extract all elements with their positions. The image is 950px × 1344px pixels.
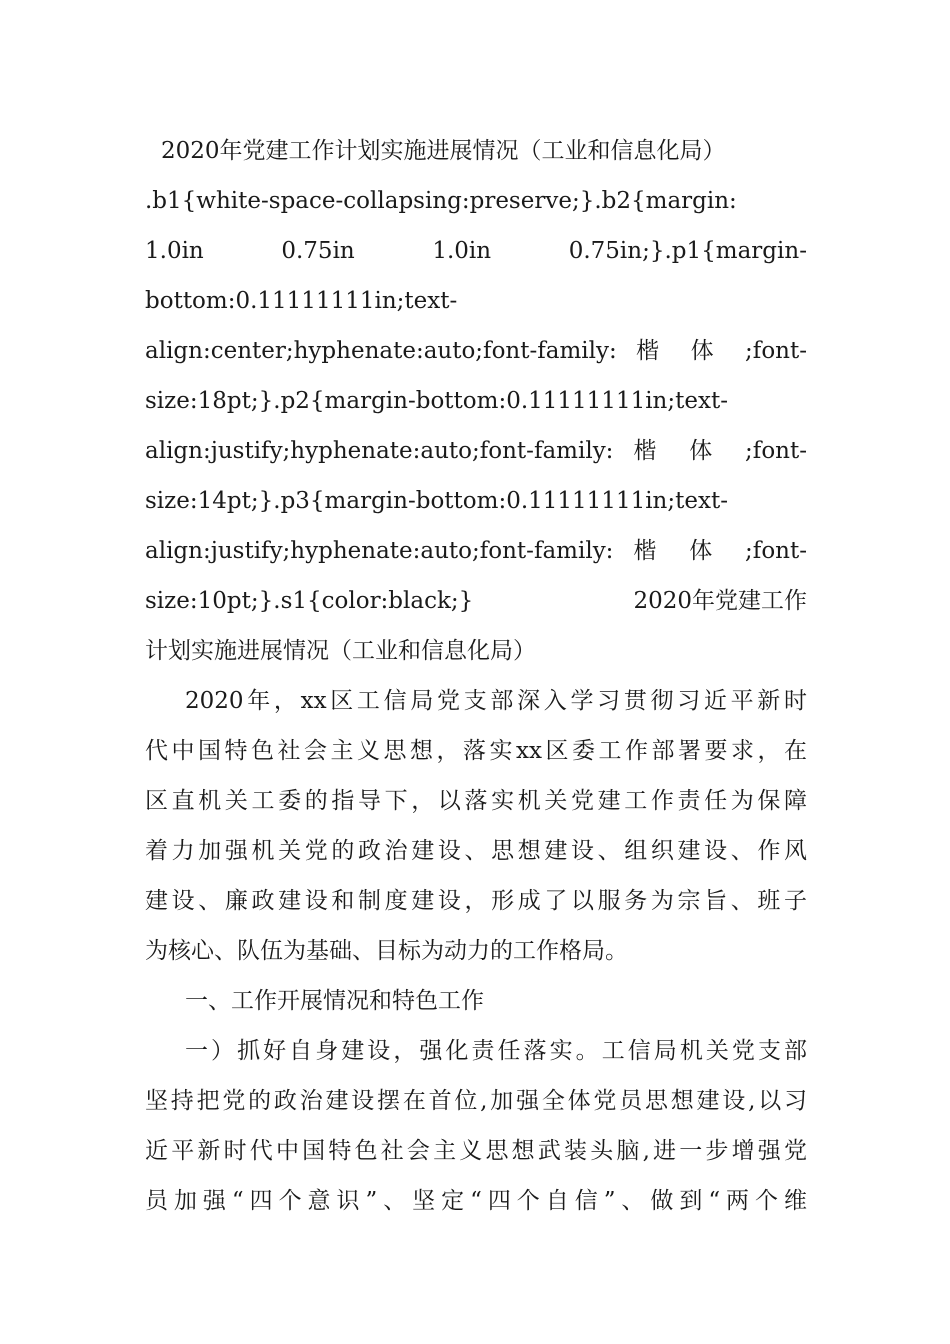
css-dump-line <box>145 576 807 626</box>
css-dump-line: align:justify;hyphenate:auto;font-family: 楷 体 ;font- <box>145 538 807 564</box>
css-dump-fragment: 1.0in <box>145 238 204 264</box>
css-dump-fragment: size:10pt;}.s1{color:black;} <box>145 588 474 614</box>
css-dump-line: .b1{white-space-collapsing:preserve;}.b2{margin: <box>145 188 737 214</box>
subsection-paragraph <box>145 1026 807 1226</box>
css-dump-fragment: 0.75in <box>281 238 355 264</box>
css-dump-line: size:14pt;}.p3{margin-bottom:0.11111111in;text- <box>145 488 728 514</box>
css-dump-fragment: 0.75in;}.p1{margin- <box>568 238 807 264</box>
paragraph-line: 员加强“四个意识”、坚定“四个自信”、做到“两个维 <box>145 1188 807 1214</box>
document-page <box>145 126 807 1226</box>
section-heading <box>145 976 807 1026</box>
paragraph-line: 近平新时代中国特色社会主义思想武装头脑,进一步增强党 <box>145 1138 807 1164</box>
intro-paragraph <box>145 676 807 976</box>
paragraph-line: 2020年，xx区工信局党支部深入学习贯彻习近平新时 <box>185 688 807 714</box>
css-dump-line: size:18pt;}.p2{margin-bottom:0.11111111in;text- <box>145 388 728 414</box>
css-dump-line: align:justify;hyphenate:auto;font-family: 楷 体 ;font- <box>145 438 807 464</box>
css-dump-fragment: 1.0in <box>432 238 492 264</box>
paragraph-line: 一）抓好自身建设，强化责任落实。工信局机关党支部 <box>185 1038 807 1064</box>
repeated-title-tail: 计划实施进展情况（工业和信息化局） <box>145 638 536 664</box>
document-title: 2020年党建工作计划实施进展情况（工业和信息化局） <box>161 138 726 164</box>
css-dump-line <box>145 226 807 276</box>
paragraph-line: 建设、廉政建设和制度建设，形成了以服务为宗旨、班子 <box>145 888 807 914</box>
css-dump-line: align:center;hyphenate:auto;font-family: 楷 体 ;font- <box>145 338 807 364</box>
paragraph-line: 坚持把党的政治建设摆在首位,加强全体党员思想建设,以习 <box>145 1088 807 1114</box>
paragraph-line: 着力加强机关党的政治建设、思想建设、组织建设、作风 <box>145 838 807 864</box>
paragraph-line: 为核心、队伍为基础、目标为动力的工作格局。 <box>145 938 628 964</box>
css-dump-line: bottom:0.11111111in;text- <box>145 288 458 314</box>
repeated-title-head: 2020年党建工作 <box>633 588 807 614</box>
paragraph-line: 区直机关工委的指导下，以落实机关党建工作责任为保障 <box>145 788 807 814</box>
section-heading-text: 一、工作开展情况和特色工作 <box>185 988 484 1014</box>
paragraph-line: 代中国特色社会主义思想，落实xx区委工作部署要求，在 <box>145 738 807 764</box>
